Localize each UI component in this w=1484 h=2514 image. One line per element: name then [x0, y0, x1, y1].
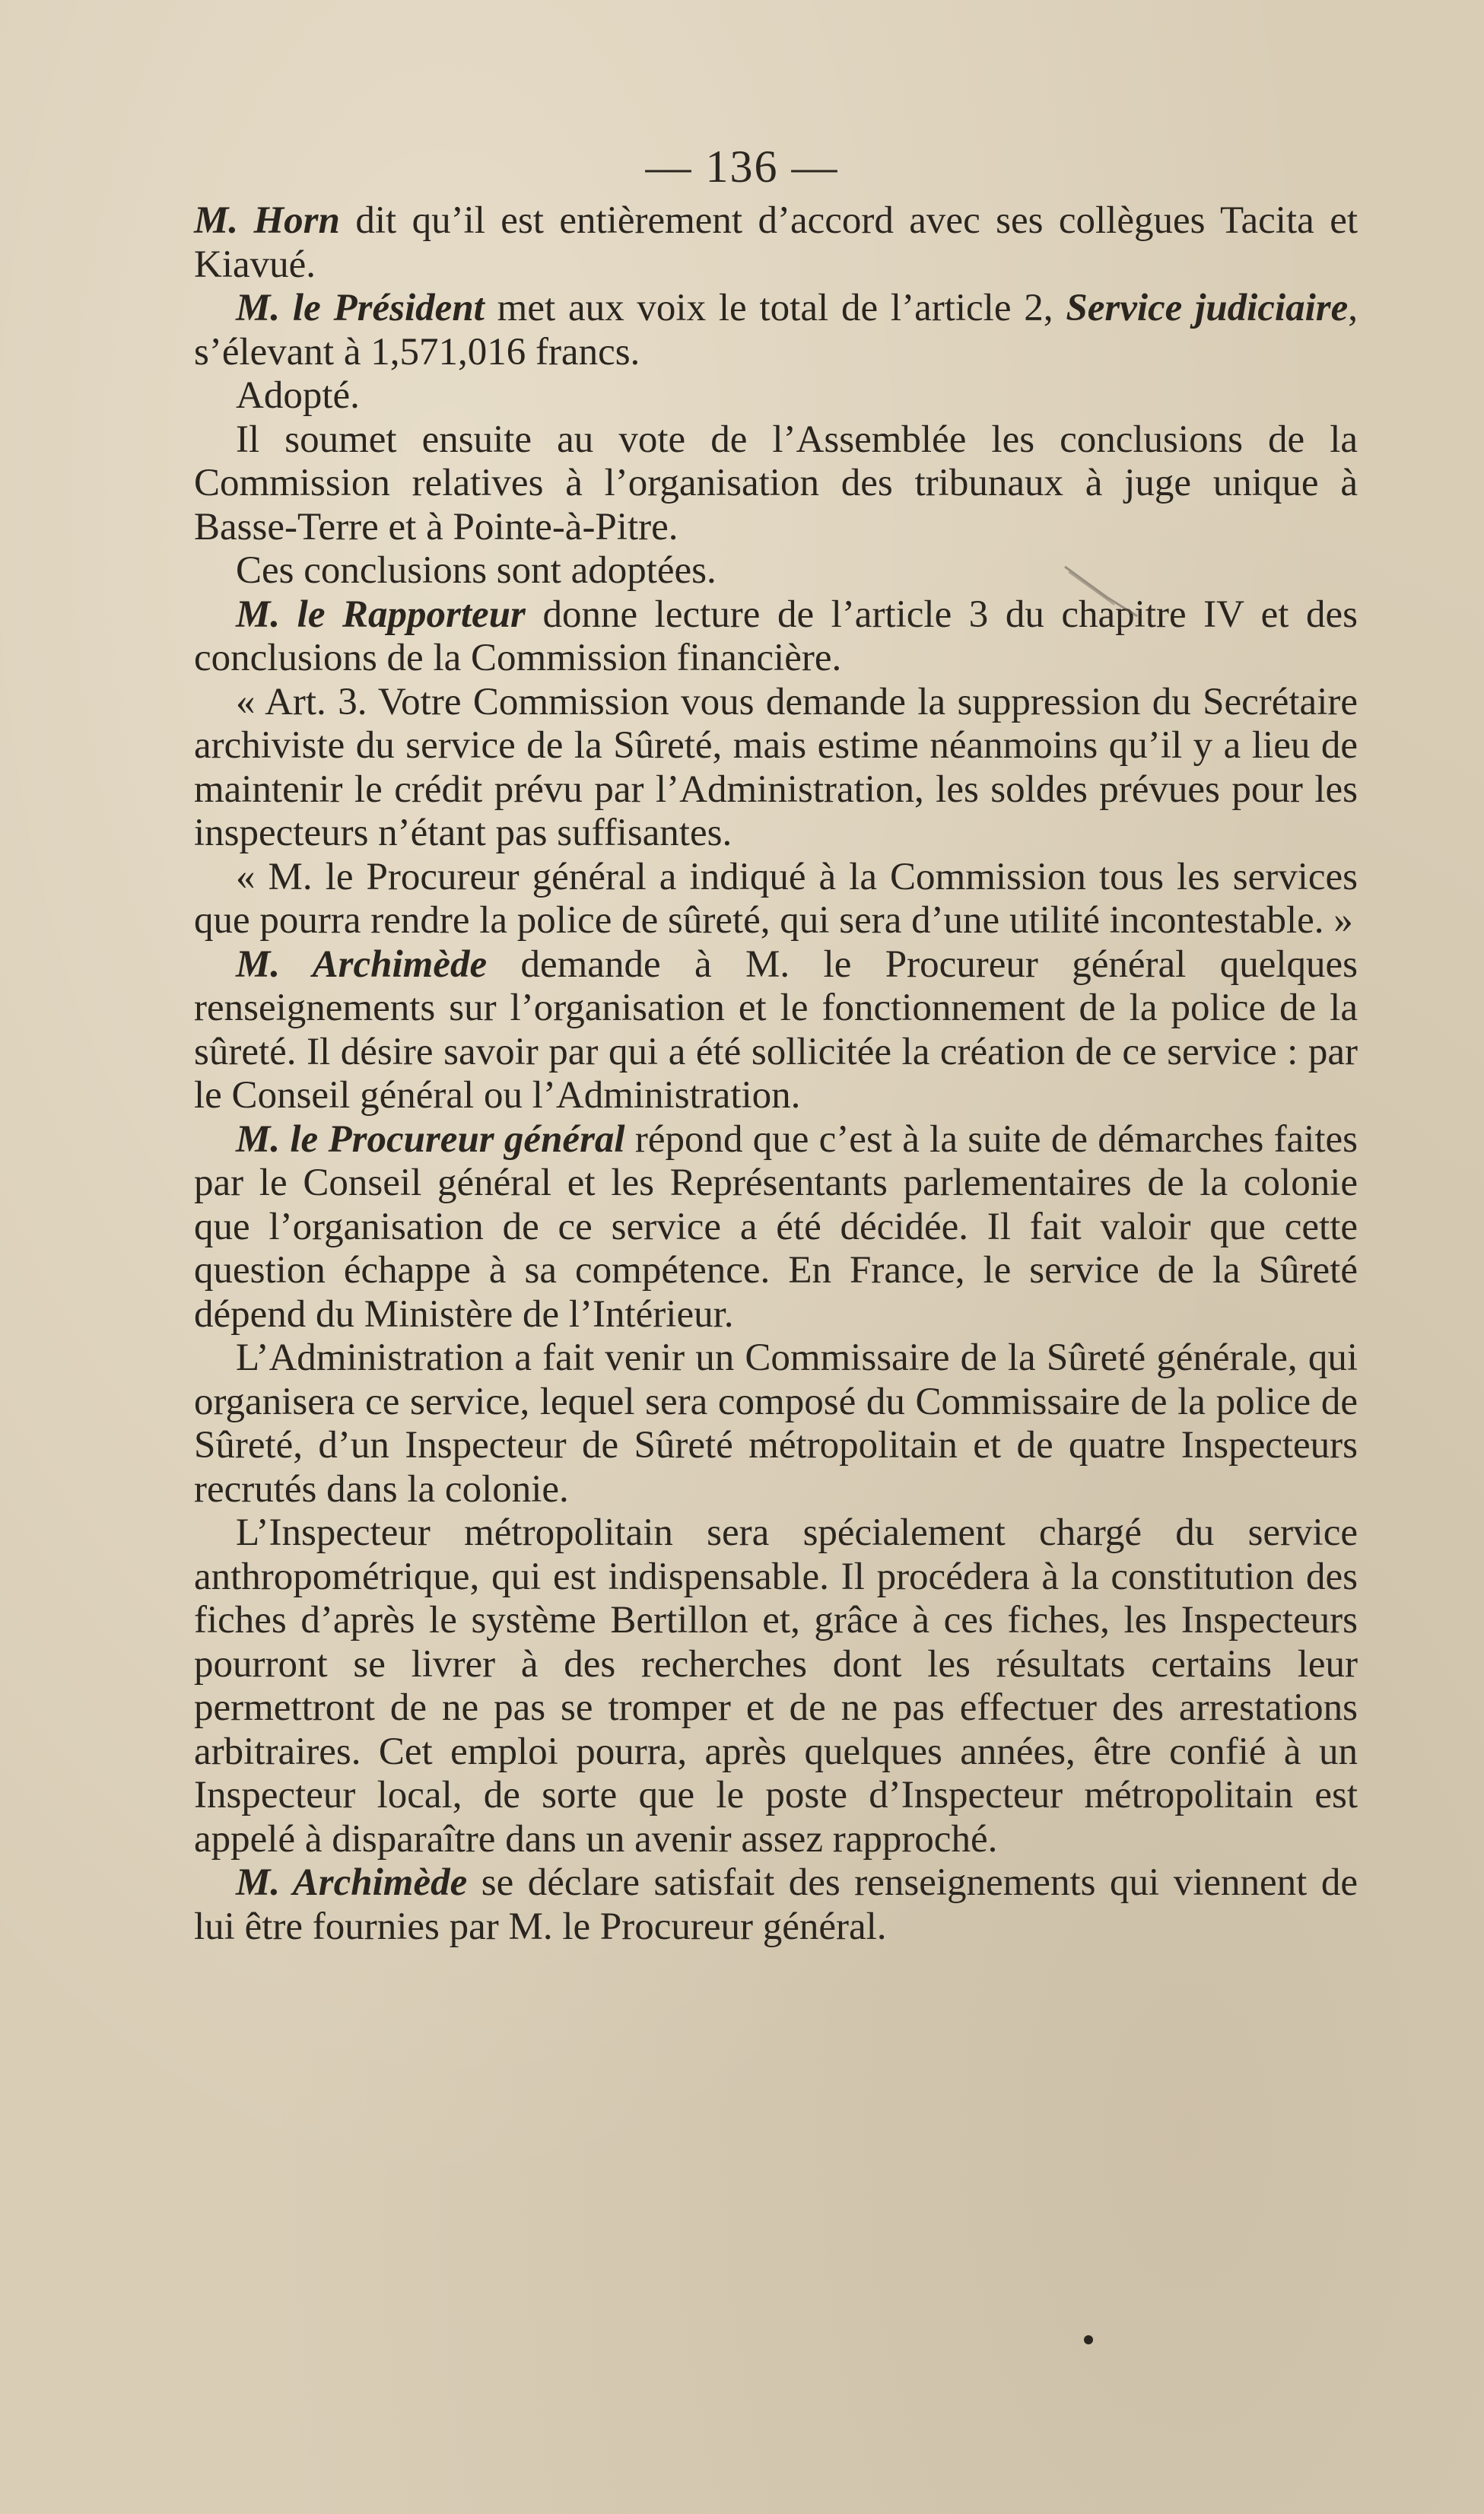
- speaker-name: M. Horn: [194, 199, 340, 242]
- paragraph-text: répond que c’est à la suite de démarches faites par le Conseil général et les Représentants parlementaires de la colonie que l’organisation de ce service a été décidée. Il fait valoir que cette question échappe à sa compétence. En France, le service de la Sûreté dépend du Ministère de l’Intérieur.: [194, 1117, 1358, 1336]
- paragraph: [194, 681, 1358, 856]
- paragraph: [194, 374, 1358, 418]
- paragraph-text: Il soumet ensuite au vote de l’Assemblée les conclusions de la Commission relatives à l’organisation des tribunaux à juge unique à Basse-Terre et à Pointe-à-Pitre.: [194, 418, 1358, 548]
- paragraph-text: demande à M. le Procureur général quelques renseignements sur l’organisation et le fonctionnement de la police de la sûreté. Il désire savoir par qui a été sollicitée la création de ce service : par le Conseil général ou l’Administration.: [194, 942, 1358, 1117]
- speaker-name: M. Archimède: [236, 1861, 468, 1904]
- speaker-name: M. le Procureur général: [236, 1117, 625, 1161]
- paragraph: [194, 1861, 1358, 1949]
- pencil-mark-icon: [1061, 563, 1152, 624]
- paragraph-text: se déclare satisfait des renseignements qui viennent de lui être fournies par M. le Procureur général.: [194, 1861, 1358, 1948]
- paragraph: [194, 418, 1358, 550]
- paragraph: [194, 593, 1358, 681]
- paragraph: [194, 943, 1358, 1118]
- ink-dot: [1084, 2335, 1093, 2344]
- paragraph-text: L’Administration a fait venir un Commissaire de la Sûreté générale, qui organisera ce service, lequel sera composé du Commissaire de la police de Sûreté, d’un Inspecteur de Sûreté métropolitain et de quatre Inspecteurs recrutés dans la colonie.: [194, 1336, 1358, 1511]
- body-text: [194, 199, 1358, 1949]
- paragraph: [194, 1118, 1358, 1337]
- paragraph-text: L’Inspecteur métropolitain sera spécialement chargé du service anthropométrique, qui est indispensable. Il procédera à la constitution des fiches d’après le système Bertillon et, grâce à ces fiches, les Inspecteurs pourront se livrer à des recherches dont les résultats certains leur permettront de ne pas se tromper et de ne pas effectuer des arrestations arbitraires. Cet emploi pourra, après quelques années, être confié à un Inspecteur local, de sorte que le poste d’Inspecteur métropolitain est appelé à disparaître dans un avenir assez rapproché.: [194, 1511, 1358, 1861]
- paragraph-text: « M. le Procureur général a indiqué à la Commission tous les services que pourra rendre la police de sûreté, qui sera d’une utilité incontestable. »: [194, 855, 1358, 942]
- speaker-name: M. Archimède: [236, 942, 488, 986]
- paragraph-text: met aux voix le total de l’article 2,: [484, 287, 1066, 329]
- paragraph: [194, 1336, 1358, 1511]
- page-number: — 136 —: [645, 141, 839, 192]
- paragraph: [194, 1511, 1358, 1861]
- paragraph: [194, 287, 1358, 374]
- paragraph-text: , s’élevant à 1,571,016 francs.: [194, 287, 1358, 373]
- speaker-name: M. le Président: [236, 287, 485, 329]
- paragraph-text: dit qu’il est entièrement d’accord avec ses collègues Tacita et Kiavué.: [194, 199, 1358, 286]
- paragraph: [194, 199, 1358, 287]
- paragraph-text: Ces conclusions sont adoptées.: [236, 549, 717, 592]
- speaker-name: M. le Rapporteur: [236, 593, 526, 636]
- paragraph-text: Adopté.: [236, 374, 360, 417]
- paragraph: [194, 856, 1358, 943]
- paragraph: [194, 549, 1358, 593]
- paragraph-text: donne lecture de l’article 3 du chapitre IV et des conclusions de la Commission financière.: [194, 593, 1358, 679]
- paragraph-text: « Art. 3. Votre Commission vous demande la suppression du Secrétaire archiviste du service de la Sûreté, mais estime néanmoins qu’il y a lieu de maintenir le crédit prévu par l’Administration, les soldes prévues pour les inspecteurs n’étant pas suffisantes.: [194, 680, 1358, 854]
- italic-term: Service judiciaire: [1066, 287, 1349, 329]
